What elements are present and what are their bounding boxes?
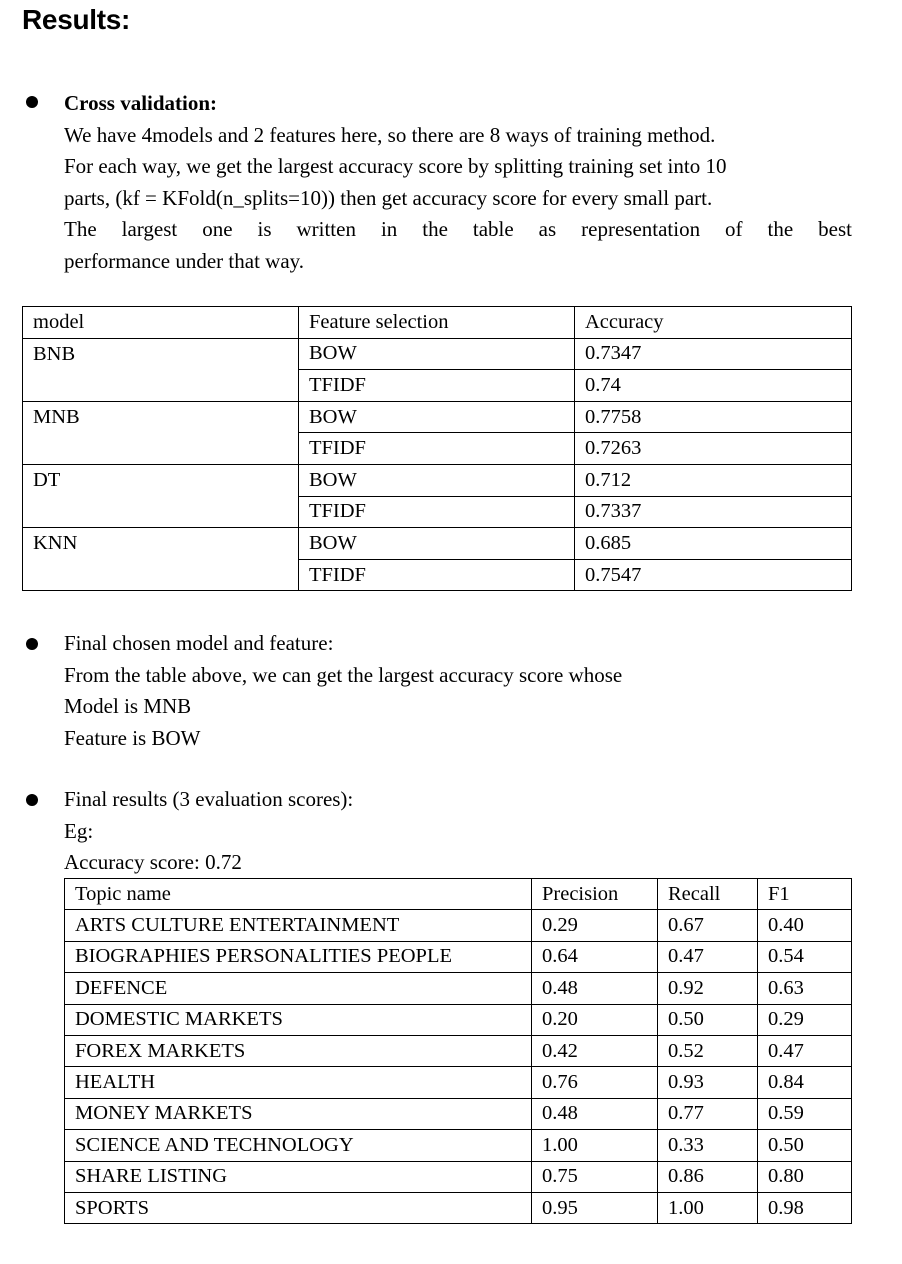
header-cell: Topic name	[65, 879, 532, 910]
accuracy-cell: 0.7547	[575, 559, 852, 591]
accuracy-cell: 0.7337	[575, 496, 852, 528]
precision-cell: 0.48	[532, 973, 658, 1004]
precision-cell: 1.00	[532, 1130, 658, 1161]
header-cell: Recall	[658, 879, 758, 910]
cv-line-2: For each way, we get the largest accuracy score by splitting training set into 10	[64, 154, 727, 178]
feature-cell: BOW	[299, 338, 575, 370]
eg-label: Eg:	[64, 818, 94, 843]
cv-line-3: parts, (kf = KFold(n_splits=10)) then get accuracy score for every small part.	[64, 185, 713, 210]
table-row	[23, 401, 852, 433]
cross-validation-table	[22, 306, 852, 591]
table-row	[23, 559, 852, 591]
table-row	[65, 941, 852, 972]
model-cell-span	[23, 433, 299, 465]
final-choice-line-1: From the table above, we can get the largest accuracy score whose	[64, 662, 623, 687]
recall-cell: 0.33	[658, 1130, 758, 1161]
f1-cell: 0.29	[758, 1004, 852, 1035]
table-row	[23, 370, 852, 402]
bullet-icon	[26, 96, 38, 108]
header-cell: model	[23, 307, 299, 339]
cv-line-5: performance under that way.	[64, 248, 305, 273]
table-row	[23, 433, 852, 465]
accuracy-cell: 0.712	[575, 464, 852, 496]
accuracy-cell: 0.685	[575, 528, 852, 560]
header-cell: Precision	[532, 879, 658, 910]
accuracy-score-text: Accuracy score: 0.72	[64, 850, 242, 874]
bullet-icon	[26, 638, 38, 650]
cross-validation-section	[64, 88, 852, 277]
f1-cell: 0.80	[758, 1161, 852, 1192]
final-results-title: Final results (3 evaluation scores):	[64, 787, 354, 811]
precision-cell: 0.42	[532, 1035, 658, 1066]
table-row	[65, 1192, 852, 1223]
precision-cell: 0.76	[532, 1067, 658, 1098]
topic-cell: SCIENCE AND TECHNOLOGY	[65, 1130, 532, 1161]
f1-cell: 0.40	[758, 910, 852, 941]
table-row	[65, 1098, 852, 1129]
f1-cell: 0.84	[758, 1067, 852, 1098]
topic-cell: SHARE LISTING	[65, 1161, 532, 1192]
feature-cell: TFIDF	[299, 559, 575, 591]
accuracy-cell: 0.7263	[575, 433, 852, 465]
table-row	[23, 338, 852, 370]
precision-cell: 0.48	[532, 1098, 658, 1129]
accuracy-cell: 0.7347	[575, 338, 852, 370]
topic-cell: FOREX MARKETS	[65, 1035, 532, 1066]
table-row	[65, 1161, 852, 1192]
header-cell: Accuracy	[575, 307, 852, 339]
model-cell-span	[23, 370, 299, 402]
topic-cell: HEALTH	[65, 1067, 532, 1098]
f1-cell: 0.59	[758, 1098, 852, 1129]
feature-cell: BOW	[299, 528, 575, 560]
header-cell: F1	[758, 879, 852, 910]
table-row	[23, 496, 852, 528]
table-row	[65, 1004, 852, 1035]
recall-cell: 0.93	[658, 1067, 758, 1098]
precision-cell: 0.64	[532, 941, 658, 972]
topic-cell: DOMESTIC MARKETS	[65, 1004, 532, 1035]
model-cell: MNB	[23, 401, 299, 433]
precision-cell: 0.95	[532, 1192, 658, 1223]
cv-line-1: We have 4models and 2 features here, so there are 8 ways of training method.	[64, 122, 716, 147]
page-heading: Results:	[22, 4, 131, 35]
topic-cell: DEFENCE	[65, 973, 532, 1004]
recall-cell: 0.86	[658, 1161, 758, 1192]
table-row	[65, 1130, 852, 1161]
table-row	[65, 910, 852, 941]
recall-cell: 0.50	[658, 1004, 758, 1035]
recall-cell: 1.00	[658, 1192, 758, 1223]
feature-cell: BOW	[299, 464, 575, 496]
cross-validation-title: Cross validation:	[64, 91, 218, 115]
accuracy-cell: 0.74	[575, 370, 852, 402]
model-cell: KNN	[23, 528, 299, 560]
table-row	[65, 1035, 852, 1066]
recall-cell: 0.47	[658, 941, 758, 972]
table-row	[65, 1067, 852, 1098]
cv-line-4: The largest one is written in the table as representation of the best	[64, 217, 852, 241]
model-cell: BNB	[23, 338, 299, 370]
model-cell-span	[23, 559, 299, 591]
table-row	[23, 528, 852, 560]
precision-cell: 0.29	[532, 910, 658, 941]
header-cell: Feature selection	[299, 307, 575, 339]
final-results-section	[64, 784, 852, 879]
feature-cell: TFIDF	[299, 370, 575, 402]
final-choice-line-3: Feature is BOW	[64, 725, 201, 750]
f1-cell: 0.98	[758, 1192, 852, 1223]
feature-cell: TFIDF	[299, 496, 575, 528]
topic-cell: SPORTS	[65, 1192, 532, 1223]
f1-cell: 0.54	[758, 941, 852, 972]
f1-cell: 0.50	[758, 1130, 852, 1161]
table-header-row	[23, 307, 852, 339]
f1-cell: 0.63	[758, 973, 852, 1004]
recall-cell: 0.77	[658, 1098, 758, 1129]
feature-cell: BOW	[299, 401, 575, 433]
table-header-row	[65, 879, 852, 910]
model-cell-span	[23, 496, 299, 528]
table-row	[23, 464, 852, 496]
final-choice-title: Final chosen model and feature:	[64, 631, 334, 655]
f1-cell: 0.47	[758, 1035, 852, 1066]
final-choice-section	[64, 628, 852, 754]
recall-cell: 0.92	[658, 973, 758, 1004]
recall-cell: 0.52	[658, 1035, 758, 1066]
feature-cell: TFIDF	[299, 433, 575, 465]
topic-cell: BIOGRAPHIES PERSONALITIES PEOPLE	[65, 941, 532, 972]
final-results-table	[64, 878, 852, 1224]
topic-cell: MONEY MARKETS	[65, 1098, 532, 1129]
accuracy-cell: 0.7758	[575, 401, 852, 433]
precision-cell: 0.75	[532, 1161, 658, 1192]
topic-cell: ARTS CULTURE ENTERTAINMENT	[65, 910, 532, 941]
precision-cell: 0.20	[532, 1004, 658, 1035]
table-row	[65, 973, 852, 1004]
model-cell: DT	[23, 464, 299, 496]
bullet-icon	[26, 794, 38, 806]
recall-cell: 0.67	[658, 910, 758, 941]
final-choice-line-2: Model is MNB	[64, 694, 192, 718]
